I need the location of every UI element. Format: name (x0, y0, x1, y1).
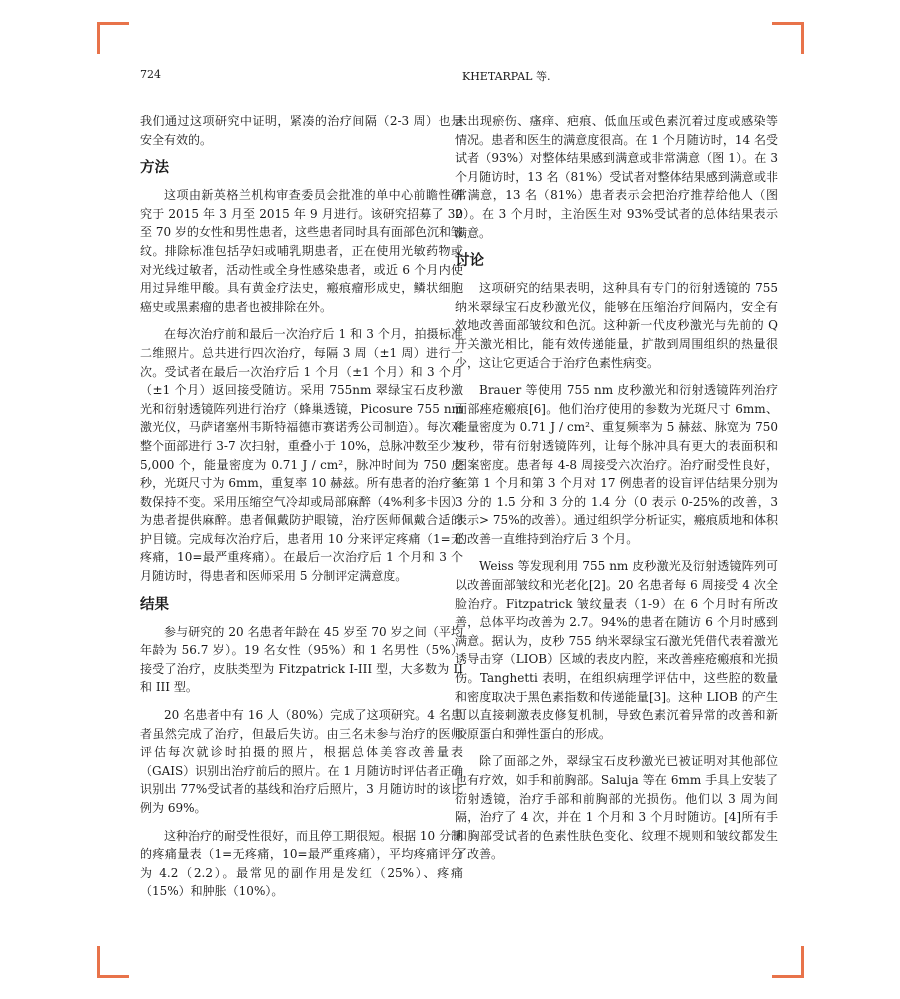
results-heading: 结果 (140, 596, 169, 613)
corner-mark-top-left (97, 22, 129, 25)
running-head: KHETARPAL 等. (462, 70, 551, 83)
results-paragraph-2: 20 名患者中有 16 人（80%）完成了这项研究。4 名患者虽然完成了治疗，但最后失访。由三名未参与治疗的医师评估每次就诊时拍摄的照片，根据总体美容改善量表（GAIS）识别出治疗前后的照片。在 1 月随访时评估者正确识别出 77%受试者的基线和治疗后照片，3 月随访时的该比例为 69%。 (140, 708, 463, 815)
page-number: 724 (140, 68, 161, 81)
corner-mark-top-right (772, 22, 804, 25)
discussion-paragraph-2: Brauer 等使用 755 nm 皮秒激光和衍射透镜阵列治疗面部痤疮瘢痕[6]。他们治疗使用的参数为光斑尺寸 6mm、能量密度为 0.71 J / cm²、重复频率为 5 赫兹、脉宽为 750 皮秒，带有衍射透镜阵列，让每个脉冲具有更大的表面积和图案密度。患者每 4-8 周接受六次治疗。治疗耐受性良好，在第 1 个月和第 3 个月对 17 例患者的设盲评估结果分别为 3 分的 1.5 分和 3 分的 1.4 分（0 表示 0-25%的改善，3 表示> 75%的改善）。通过组织学分析证实，瘢痕质地和体积的改善一直维持到治疗后 3 个月。 (455, 383, 778, 546)
results-paragraph-1: 参与研究的 20 名患者年龄在 45 岁至 70 岁之间（平均年龄为 56.7 岁）。19 名女性（95%）和 1 名男性（5%）接受了治疗，皮肤类型为 Fitzpatrick I-III 型，大多数为 II 和 III 型。 (140, 624, 463, 695)
results-paragraph-3: 这种治疗的耐受性很好，而且停工期很短。根据 10 分制的疼痛量表（1=无疼痛，10=最严重疼痛），平均疼痛评分为 4.2（2.2）。最常见的副作用是发红（25%）、疼痛（15%）和肿胀（10%）。 (140, 828, 463, 899)
corner-mark-bottom-left (97, 975, 129, 978)
discussion-paragraph-4: 除了面部之外，翠绿宝石皮秒激光已被证明对其他部位也有疗效，如手和前胸部。Saluja 等在 6mm 手具上安装了衍射透镜，治疗手部和前胸部的光损伤。他们以 3 周为间隔，治疗了 4 次，并在 1 个月和 3 个月时随访。[4]所有手和胸部受试者的色素性肤色变化、纹理不规则和皱纹都发生了改善。 (455, 754, 778, 862)
results-continued-paragraph: 未出现瘀伤、瘙痒、疤痕、低血压或色素沉着过度或感染等情况。患者和医生的满意度很高。在 1 个月随访时，14 名受试者（93%）对整体结果感到满意或非常满意（图 1）。在 3 个月随访时，13 名（81%）受试者对整体结果感到满意或非常满意，13 名（81%）患者表示会把治疗推荐给他人（图 2）。在 3 个月时，主治医生对 93%受试者的总体结果表示满意。 (455, 114, 778, 240)
discussion-heading: 讨论 (455, 253, 484, 270)
corner-mark-bottom-left (97, 946, 100, 978)
left-column (140, 112, 463, 910)
discussion-paragraph-3: Weiss 等发现利用 755 nm 皮秒激光及衍射透镜阵列可以改善面部皱纹和光老化[2]。20 名患者每 6 周接受 4 次全脸治疗。Fitzpatrick 皱纹量表（1-9）在 6 个月时有所改善，总体平均改善为 2.7。94%的患者在随访 6 个月时感到满意。据认为，皮秒 755 纳米翠绿宝石激光凭借代表着激光诱导击穿（LIOB）区域的表皮内腔，来改善痤疮瘢痕和光损伤。Tanghetti 表明，在组织病理学评估中，这些腔的数量和密度取决于黑色素指数和传递能量[3]。这种 LIOB 的产生可以直接刺激表皮修复机制，导致色素沉着异常的改善和新胶原蛋白和弹性蛋白的形成。 (455, 559, 778, 741)
page-header (140, 68, 780, 84)
corner-mark-top-left (97, 22, 100, 54)
right-column (455, 112, 778, 873)
corner-mark-bottom-right (801, 946, 804, 978)
discussion-paragraph-1: 这项研究的结果表明，这种具有专门的衍射透镜的 755 纳米翠绿宝石皮秒激光仪，能够在压缩治疗间隔内，安全有效地改善面部皱纹和色沉。这种新一代皮秒激光与先前的 Q 开关激光相比，能有效传递能量，扩散到周围组织的热量很少，这让它更适合于治疗色素性病变。 (455, 281, 778, 370)
methods-paragraph-1: 这项由新英格兰机构审查委员会批准的单中心前瞻性研究于 2015 年 3 月至 2015 年 9 月进行。该研究招募了 30 至 70 岁的女性和男性患者，这些患者同时具有面部色沉和皱纹。排除标准包括孕妇或哺乳期患者，正在使用光敏药物或对光线过敏者，活动性或全身性感染患者，或近 6 个月内使用过异维甲酸。具有黄金疗法史，瘢痕瘤形成史，鳞状细胞癌史或黑素瘤的患者也被排除在外。 (140, 188, 463, 314)
corner-mark-bottom-right (772, 975, 804, 978)
corner-mark-top-right (801, 22, 804, 54)
methods-heading: 方法 (140, 160, 169, 177)
methods-paragraph-2: 在每次治疗前和最后一次治疗后 1 和 3 个月，拍摄标准二维照片。总共进行四次治疗，每隔 3 周（±1 周）进行一次。受试者在最后一次治疗后 1 个月（±1 个月）和 3 个月（±1 个月）返回接受随访。采用 755nm 翠绿宝石皮秒激光和衍射透镜阵列进行治疗（蜂巢透镜，Picosure 755 nm 激光仪，马萨诸塞州韦斯特福德市赛诺秀公司制造）。每次对整个面部进行 3-7 次扫射，重叠小于 10%，总脉冲数至少为 5,000 个，能量密度为 0.71 J / cm²，脉冲时间为 750 皮秒，光斑尺寸为 6mm，重复率 10 赫兹。所有患者的治疗参数保持不变。采用压缩空气冷却或局部麻醉（4%利多卡因）为患者提供麻醉。患者佩戴防护眼镜，治疗医师佩戴合适的护目镜。完成每次治疗后，患者用 10 分来评定疼痛（1=无疼痛，10=最严重疼痛）。在最后一次治疗后 1 个月和 3 个月随访时，得患者和医师采用 5 分制评定满意度。 (140, 327, 463, 584)
intro-paragraph: 我们通过这项研究中证明，紧凑的治疗间隔（2-3 周）也是安全有效的。 (140, 114, 463, 147)
